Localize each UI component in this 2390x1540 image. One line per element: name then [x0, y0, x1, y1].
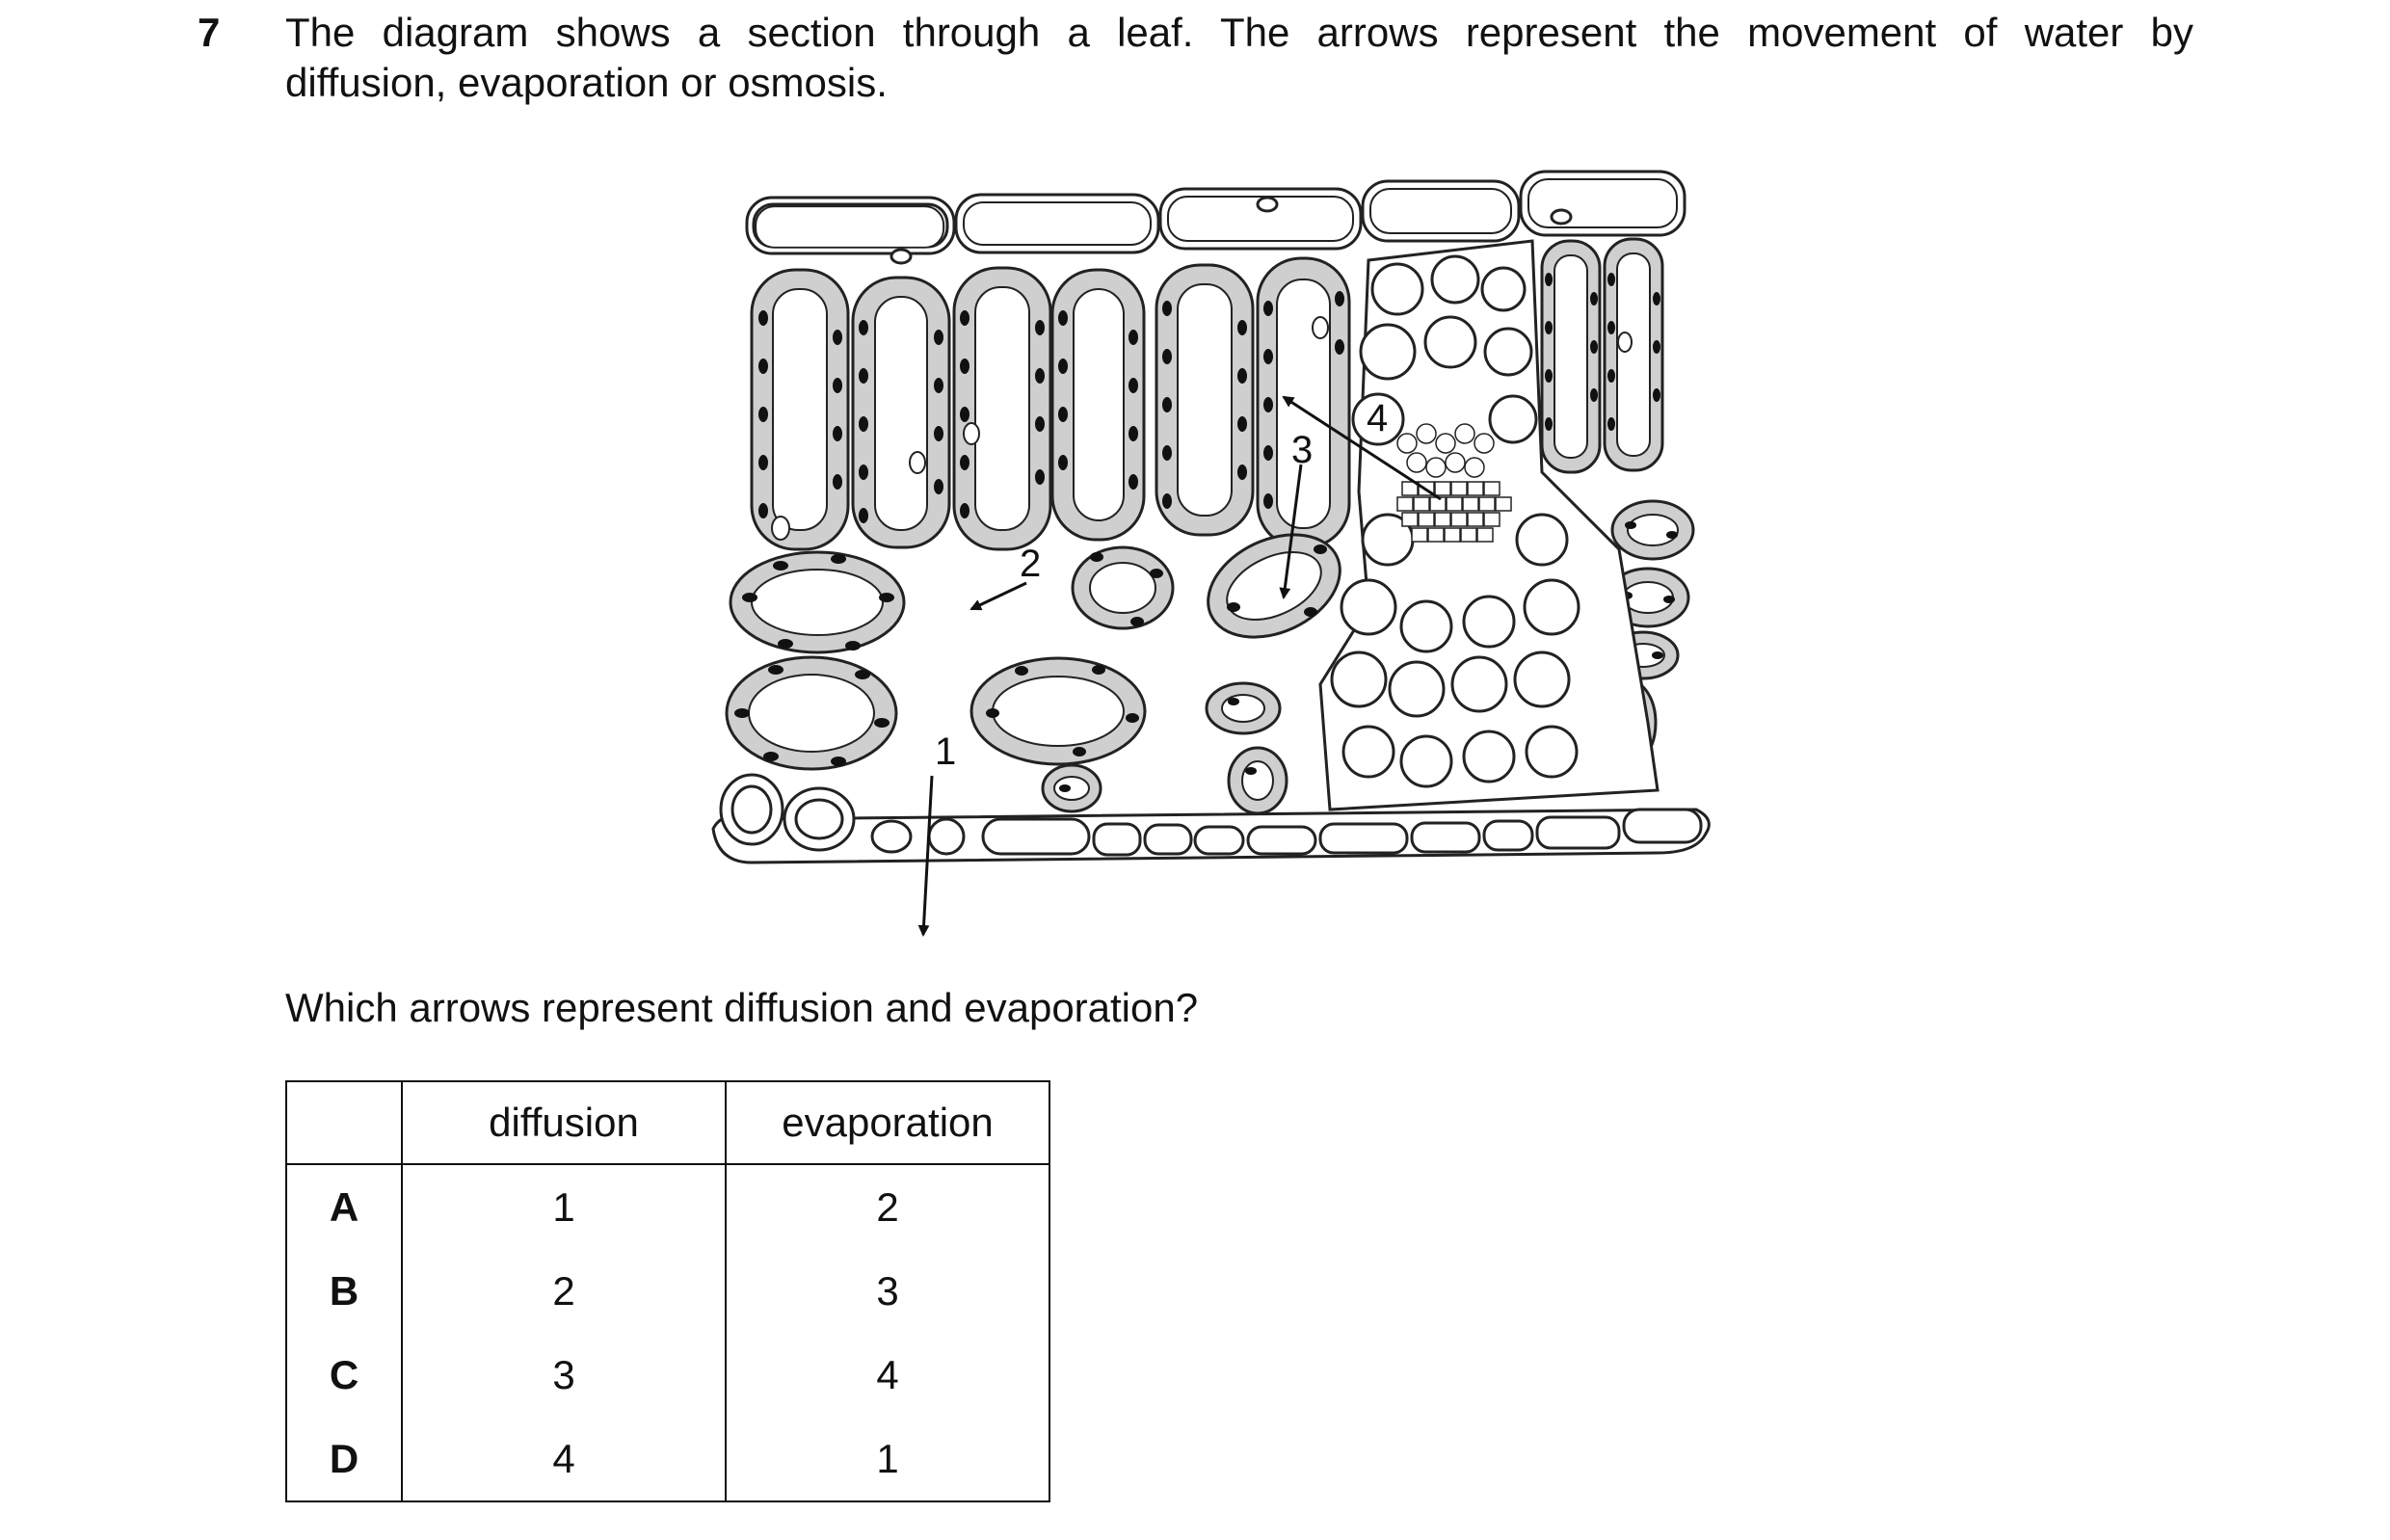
option-diffusion: 4 [402, 1417, 726, 1501]
option-diffusion: 2 [402, 1249, 726, 1333]
option-letter: B [286, 1249, 402, 1333]
question-stem-line-1: The diagram shows a section through a leaf. The arrows represent the movement of water by [285, 10, 2193, 55]
arrow-2 [971, 583, 1026, 609]
option-evaporation: 1 [726, 1417, 1049, 1501]
option-evaporation: 4 [726, 1333, 1049, 1417]
option-letter: A [286, 1164, 402, 1249]
leaf-section-svg [694, 145, 1715, 944]
option-letter: C [286, 1333, 402, 1417]
option-letter: D [286, 1417, 402, 1501]
table-row [286, 1333, 1049, 1417]
question-number: 7 [198, 10, 221, 55]
leaf-section-diagram [694, 145, 1715, 944]
table-header-row [286, 1081, 1049, 1164]
header-blank [286, 1081, 402, 1164]
header-diffusion: diffusion [402, 1081, 726, 1164]
option-diffusion: 1 [402, 1164, 726, 1249]
table-row [286, 1249, 1049, 1333]
table-row [286, 1164, 1049, 1249]
header-evaporation: evaporation [726, 1081, 1049, 1164]
arrow-label-2: 2 [1020, 543, 1042, 585]
option-evaporation: 3 [726, 1249, 1049, 1333]
arrow-label-1: 1 [935, 730, 957, 773]
arrow-label-3: 3 [1291, 429, 1314, 471]
answer-options-table [285, 1080, 1050, 1502]
question-stem [285, 8, 2193, 108]
upper-epidermis [747, 172, 1685, 263]
option-diffusion: 3 [402, 1333, 726, 1417]
option-evaporation: 2 [726, 1164, 1049, 1249]
arrow-label-4: 4 [1367, 397, 1389, 439]
question-stem-line-2: diffusion, evaporation or osmosis. [285, 60, 888, 105]
question-prompt: Which arrows represent diffusion and evaporation? [285, 985, 1199, 1030]
table-row [286, 1417, 1049, 1501]
